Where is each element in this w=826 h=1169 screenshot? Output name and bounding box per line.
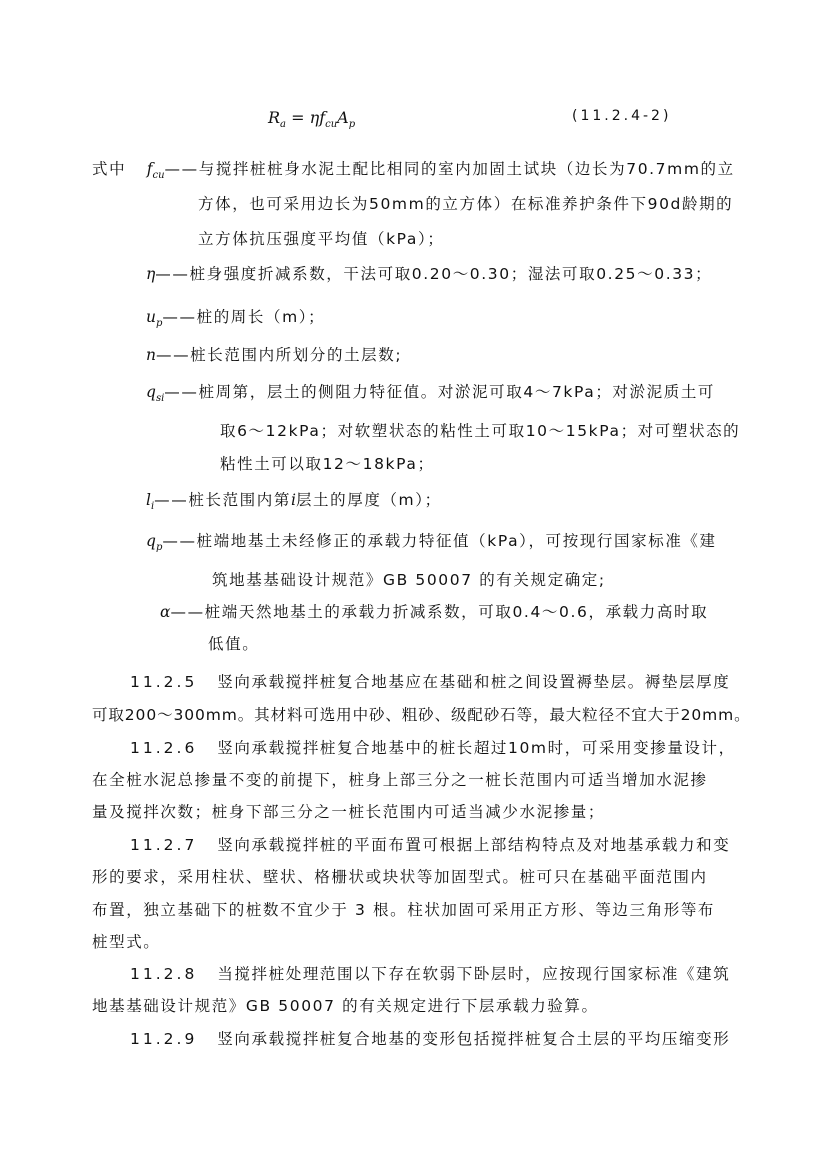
symbol-li-base: l [146,491,151,509]
clause-number: 11.2.9 [130,1030,198,1048]
symbol-i: i [290,491,296,509]
definition-qp-line1: ——桩端地基土未经修正的承载力特征值（kPa），可按现行国家标准《建 [162,532,717,550]
definition-eta [146,263,712,285]
definition-li-text-a: ——桩长范围内第 [154,491,291,509]
formula-subscript-cu: cu [325,119,338,131]
symbol-qsi-base: q [146,383,156,401]
definition-qsi [146,381,715,410]
definition-n-text: ——桩长范围内所划分的土层数; [155,346,403,364]
definition-qp-line2: 筑地基基础设计规范》GB 50007 的有关规定确定; [212,571,606,589]
symbol-qsi-sub: si [155,393,165,405]
formula-subscript-a: a [280,119,287,131]
definition-li [146,489,442,518]
clause-line: 地基基础设计规范》GB 50007 的有关规定进行下层承载力验算。 [92,997,599,1015]
clause-number: 11.2.8 [130,965,198,983]
symbol-up-sub: p [155,318,163,330]
definition-fcu-line2: 方体，也可采用边长为50mm的立方体）在标准养护条件下90d龄期的 [198,195,734,213]
formula-symbol-eta: η [309,108,320,127]
symbol-qsi [146,383,165,405]
clause-line: 桩型式。 [92,933,161,951]
definition-n [146,344,402,366]
definition-fcu-line3: 立方体抗压强度平均值（kPa）； [198,230,445,248]
symbol-fcu-base: f [146,160,153,178]
definition-eta-text: ——桩身强度折减系数，干法可取0.20～0.30；湿法可取0.25～0.33； [155,265,713,283]
definition-fcu [92,158,735,187]
clause-line: 当搅拌桩处理范围以下存在软弱下卧层时，应按现行国家标准《建筑 [217,965,731,983]
formula-subscript-p: p [348,119,356,131]
clause-line: 竖向承载搅拌桩复合地基中的桩长超过10m时，可采用变掺量设计， [217,739,736,757]
definition-lead: 式中 [92,160,127,178]
symbol-eta: η [146,265,156,283]
symbol-alpha: α [160,603,171,621]
symbol-li-sub: i [150,501,155,513]
formula-symbol-f: f [319,108,326,127]
definition-up-text: ——桩的周长（m）； [162,308,326,326]
definition-alpha-line1: ——桩端天然地基土的承载力折减系数，可取0.4～0.6，承载力高时取 [170,603,709,621]
symbol-fcu-sub: cu [152,170,165,182]
formula-equals: = [286,108,310,127]
symbol-qp-base: q [146,532,156,550]
definition-qsi-line2: 取6～12kPa；对软塑状态的粘性土可取10～15kPa；对可塑状态的 [220,422,741,440]
clause-number: 11.2.7 [130,836,198,854]
clause-line: 量及搅拌次数；桩身下部三分之一桩长范围内可适当减少水泥掺量； [92,803,606,821]
clause-11-2-9 [130,1028,730,1050]
clause-11-2-6 [130,737,736,759]
definition-qsi-line1: ——桩周第，层土的侧阻力特征值。对淤泥可取4～7kPa；对淤泥质土可 [164,383,716,401]
clause-11-2-5 [130,671,730,693]
clause-line: 竖向承载搅拌桩复合地基应在基础和桩之间设置褥垫层。褥垫层厚度 [217,673,731,691]
formula [268,108,355,130]
symbol-qp [146,532,163,554]
clause-line: 可取200～300mm。其材料可选用中砂、粗砂、级配砂石等，最大粒径不宜大于20mm。 [92,706,751,724]
symbol-up-base: u [146,308,156,326]
definition-qp [146,530,717,559]
clause-line: 形的要求，采用柱状、壁状、格栅状或块状等加固型式。桩可只在基础平面范围内 [92,868,708,886]
clause-line: 在全桩水泥总掺量不变的前提下，桩身上部三分之一桩长范围内可适当增加水泥掺 [92,771,708,789]
symbol-n: n [146,346,156,364]
formula-symbol-R: R [268,108,281,127]
definition-qsi-line3: 粘性土可以取12～18kPa； [220,455,435,473]
clause-line: 竖向承载搅拌桩复合地基的变形包括搅拌桩复合土层的平均压缩变形 [217,1030,731,1048]
definition-fcu-line1: ——与搅拌桩桩身水泥土配比相同的室内加固土试块（边长为70.7mm的立 [164,160,735,178]
symbol-up [146,308,163,330]
symbol-fcu [146,160,165,182]
clause-11-2-7 [130,834,730,856]
clause-line: 布置，独立基础下的桩数不宜少于 3 根。柱状加固可采用正方形、等边三角形等布 [92,901,716,919]
symbol-li [146,491,155,513]
clause-11-2-8 [130,963,730,985]
formula-symbol-A: A [337,108,349,127]
clause-line: 竖向承载搅拌桩的平面布置可根据上部结构特点及对地基承载力和变 [217,836,731,854]
clause-number: 11.2.6 [130,739,198,757]
equation-number: (11.2.4-2) [572,108,672,124]
clause-number: 11.2.5 [130,673,198,691]
symbol-qp-sub: p [155,542,163,554]
definition-li-text-b: 层土的厚度（m）； [295,491,442,509]
definition-alpha [160,601,708,623]
definition-alpha-line2: 低值。 [208,635,260,653]
definition-up [146,306,325,335]
